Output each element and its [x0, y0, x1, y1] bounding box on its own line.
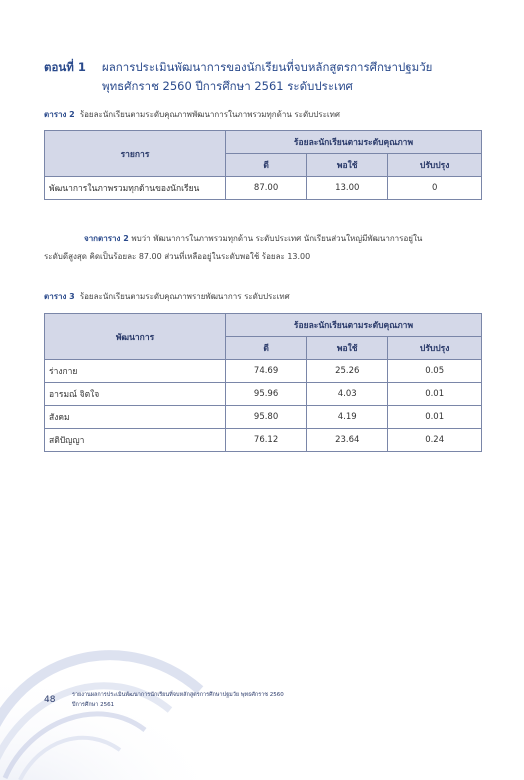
table3-caption-label: ตาราง 3	[44, 292, 75, 301]
table-row	[45, 406, 482, 429]
table2-col-fair: พอใช้	[307, 154, 388, 177]
section-title-line2: พุทธศักราช 2560 ปีการศึกษา 2561 ระดับประเทศ	[102, 79, 353, 93]
table2-row-good: 87.00	[226, 177, 307, 200]
table-row	[45, 360, 482, 383]
table2	[44, 130, 482, 200]
table3-row-good: 76.12	[226, 429, 307, 452]
table3-row-fair: 23.64	[307, 429, 388, 452]
table2-row-label: พัฒนาการในภาพรวมทุกด้านของนักเรียน	[45, 177, 226, 200]
table2-col-group: ร้อยละนักเรียนตามระดับคุณภาพ	[226, 131, 482, 154]
table2-row-fair: 13.00	[307, 177, 388, 200]
table3-row-improve: 0.01	[388, 383, 482, 406]
table3-row-improve: 0.05	[388, 360, 482, 383]
table3-row-improve: 0.01	[388, 406, 482, 429]
page-number: 48	[44, 695, 56, 705]
table3-row-fair: 25.26	[307, 360, 388, 383]
table3-row-good: 74.69	[226, 360, 307, 383]
table2-col-good: ดี	[226, 154, 307, 177]
table3-row-good: 95.80	[226, 406, 307, 429]
section-number: ตอนที่ 1	[44, 60, 86, 74]
summary-line2: ระดับดีสูงสุด คิดเป็นร้อยละ 87.00 ส่วนที่เหลืออยู่ในระดับพอใช้ ร้อยละ 13.00	[44, 252, 311, 261]
summary-paragraph	[44, 230, 484, 266]
table3-row-label: สติปัญญา	[45, 429, 226, 452]
table3-row-label: ร่างกาย	[45, 360, 226, 383]
footer-title	[72, 690, 372, 710]
table3-col-improve: ปรับปรุง	[388, 337, 482, 360]
table3	[44, 313, 482, 452]
table-row	[45, 429, 482, 452]
table-row	[45, 177, 482, 200]
summary-line1: พบว่า พัฒนาการในภาพรวมทุกด้าน ระดับประเทศ นักเรียนส่วนใหญ่มีพัฒนาการอยู่ใน	[131, 234, 423, 243]
table-row	[45, 383, 482, 406]
table3-caption	[44, 290, 290, 303]
table3-col-item: พัฒนาการ	[45, 314, 226, 360]
table3-col-group: ร้อยละนักเรียนตามระดับคุณภาพ	[226, 314, 482, 337]
summary-lead: จากตาราง 2	[84, 234, 129, 243]
section-heading	[44, 58, 484, 96]
table3-row-label: สังคม	[45, 406, 226, 429]
table3-row-fair: 4.19	[307, 406, 388, 429]
table3-caption-text: ร้อยละนักเรียนตามระดับคุณภาพรายพัฒนาการ ระดับประเทศ	[79, 292, 290, 301]
table3-col-good: ดี	[226, 337, 307, 360]
table3-row-improve: 0.24	[388, 429, 482, 452]
table2-caption-label: ตาราง 2	[44, 110, 75, 119]
table3-row-good: 95.96	[226, 383, 307, 406]
table3-col-fair: พอใช้	[307, 337, 388, 360]
table3-row-label: อารมณ์ จิตใจ	[45, 383, 226, 406]
table2-row-improve: 0	[388, 177, 482, 200]
table2-caption	[44, 108, 340, 121]
table3-row-fair: 4.03	[307, 383, 388, 406]
table2-col-improve: ปรับปรุง	[388, 154, 482, 177]
footer-title-line1: รายงานผลการประเมินพัฒนาการนักเรียนที่จบหลักสูตรการศึกษาปฐมวัย พุทธศักราช 2560	[72, 692, 284, 698]
footer-title-line2: ปีการศึกษา 2561	[72, 702, 115, 708]
table2-col-item: รายการ	[45, 131, 226, 177]
table2-caption-text: ร้อยละนักเรียนตามระดับคุณภาพพัฒนาการในภาพรวมทุกด้าน ระดับประเทศ	[79, 110, 340, 119]
section-title-line1: ผลการประเมินพัฒนาการของนักเรียนที่จบหลักสูตรการศึกษาปฐมวัย	[102, 60, 433, 74]
